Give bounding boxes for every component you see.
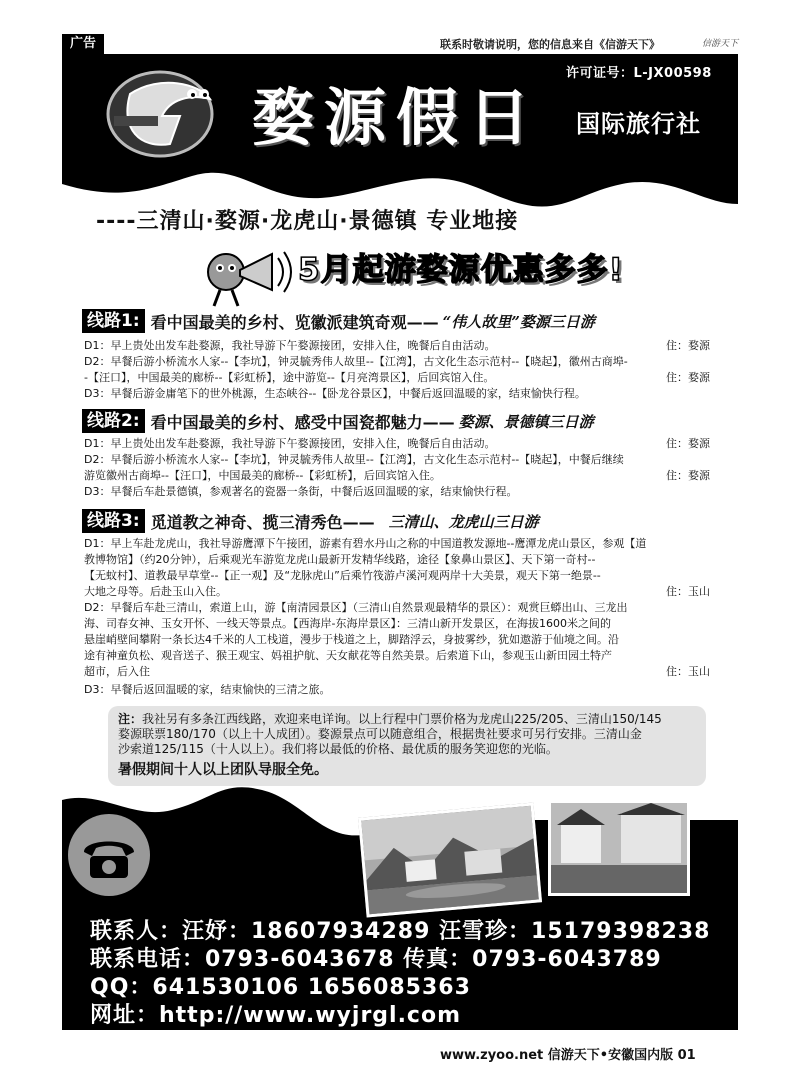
route-3-header [82, 508, 539, 534]
itinerary-text: 【无蚊村】、道教最早草堂--【正一观】及“龙脉虎山”后乘竹筏游卢溪河观两岸十大美景，观天下第一绝景-- [84, 569, 601, 582]
village-photo [548, 800, 690, 896]
itinerary-line [84, 370, 710, 386]
license-number: 许可证号：L-JX00598 [566, 66, 712, 81]
note-text: 我社另有多条江西线路，欢迎来电详询。以上行程中门票价格为龙虎山225/205、三清山150/145 [142, 712, 662, 726]
lodging: 住：婺源 [666, 469, 710, 482]
itinerary-text: D2：早餐后车赴三清山，索道上山，游【南清园景区】（三清山自然景观最精华的景区）：观赏巨蟒出山、三龙出 [84, 601, 628, 614]
itinerary-text: D2：早餐后游小桥流水人家--【李坑】，钟灵毓秀伟人故里--【江湾】，古文化生态示范村--【晓起】，徽州古商埠- [84, 355, 628, 368]
lodging: 住：婺源 [666, 339, 710, 352]
note-label: 注： [118, 712, 143, 726]
village-photo [358, 803, 542, 918]
itinerary-text: -【汪口】，中国最美的廊桥--【彩虹桥】，途中游览--【月亮湾景区】，后回宾馆入住。 [84, 371, 495, 384]
lodging: 住：玉山 [666, 585, 710, 598]
itinerary-text: 超市，后入住 [84, 665, 150, 678]
slogan: ----三清山·婺源·龙虎山·景德镇 专业地接 [96, 209, 519, 234]
itinerary-line [84, 536, 710, 552]
itinerary-text: D2：早餐后游小桥流水人家--【李坑】，钟灵毓秀伟人故里--【江湾】，古文化生态示范村--【晓起】，中餐后继续 [84, 453, 624, 466]
note-highlight: 暑假期间十人以上团队导服全免。 [118, 762, 328, 778]
itinerary-line [84, 354, 710, 370]
itinerary-line [84, 682, 710, 698]
ad-tag: 广告 [62, 34, 104, 54]
itinerary-line [84, 484, 710, 500]
village-scene [361, 805, 542, 917]
itinerary-text: D3：早餐后车赴景德镇，参观著名的瓷器一条街，中餐后返回温暖的家，结束愉快行程。 [84, 485, 518, 498]
itinerary-text: D1：早上车赴龙虎山，我社导游鹰潭下午接团，游素有碧水丹山之称的中国道教发源地--鹰潭龙虎山景区，参观【道 [84, 537, 647, 550]
contact-persons: 联系人：汪妤：18607934289 汪雪珍：15179398238 [90, 919, 711, 944]
note-line: 婺源联票180/170（以上十人成团）。婺源景点可以随意组合，根据贵社要求可另行安排。三清山金 [118, 727, 642, 741]
route-1-header [82, 308, 595, 334]
itinerary-line [84, 338, 710, 354]
route-title: 看中国最美的乡村、感受中国瓷都魅力—— [150, 412, 455, 432]
promo-headline: 5月起游婺源优惠多多! [298, 252, 624, 288]
telephone-icon [66, 812, 152, 898]
itinerary-text: 教博物馆】（约20分钟），后乘观光车游览龙虎山最新开发精华线路，途径【象鼻山景区】、天下第一奇村-- [84, 553, 596, 566]
itinerary-line [84, 664, 710, 680]
route-subtitle: 婺源、景德镇三日游 [458, 412, 594, 431]
lodging: 住：婺源 [666, 371, 710, 384]
contact-website[interactable]: 网址：http://www.wyjrgl.com [90, 1003, 462, 1028]
route-subtitle: 三清山、龙虎山三日游 [388, 512, 539, 531]
itinerary-line [84, 386, 710, 402]
itinerary-line [84, 616, 710, 632]
itinerary-line [84, 436, 710, 452]
itinerary-line [84, 552, 710, 568]
route-tag: 线路1: [82, 309, 145, 333]
route-title: 看中国最美的乡村、览徽派建筑奇观—— [150, 312, 439, 332]
route-tag: 线路3: [82, 509, 145, 533]
agency-name: 婺源假日 [252, 81, 541, 154]
itinerary-line [84, 452, 710, 468]
note-box [108, 706, 706, 786]
route-subtitle: “伟人故里”婺源三日游 [442, 312, 595, 331]
itinerary-text: D1：早上贵处出发车赴婺源，我社导游下午婺源接团，安排入住，晚餐后自由活动。 [84, 339, 496, 352]
itinerary-line [84, 568, 710, 584]
lodging: 住：婺源 [666, 437, 710, 450]
contact-phone-fax: 联系电话：0793-6043678 传真：0793-6043789 [90, 947, 662, 972]
route-2-header [82, 408, 594, 434]
lodging: 住：玉山 [666, 665, 710, 678]
itinerary-text: 途有神童负松、观音送子、猴王观宝、妈祖护航、天女献花等自然美景。后索道下山，参观玉山新田园土特产 [84, 649, 612, 662]
route-title: 觅道教之神奇、揽三清秀色—— [150, 512, 375, 532]
contact-qq: QQ：641530106 1656085363 [90, 975, 471, 1000]
note-line: 沙索道125/115（十人以上）。我们将以最低的价格、最优质的服务笑迎您的光临。 [118, 742, 558, 756]
itinerary-text: 游览徽州古商埠--【汪口】，中国最美的廊桥--【彩虹桥】，后回宾馆入住。 [84, 469, 441, 482]
itinerary-line [84, 468, 710, 484]
itinerary-text: 大地之母等。后赴玉山入住。 [84, 585, 227, 598]
source-note: 联系时敬请说明，您的信息来自《信游天下》 [440, 38, 660, 51]
itinerary-line [84, 600, 710, 616]
itinerary-text: D3：早餐后游金庸笔下的世外桃源，生态峡谷--【卧龙谷景区】，中餐后返回温暖的家，结束愉快行程。 [84, 387, 586, 400]
itinerary-text: D3：早餐后返回温暖的家，结束愉快的三清之旅。 [84, 683, 331, 696]
itinerary-line [84, 584, 710, 600]
itinerary-text: D1：早上贵处出发车赴婺源，我社导游下午婺源接团，安排入住，晚餐后自由活动。 [84, 437, 496, 450]
itinerary-text: 海、司春女神、玉女开怀、一线天等景点。【西海岸-东海岸景区】：三清山新开发景区，在海拔1600米之间的 [84, 617, 611, 630]
itinerary-line [84, 632, 710, 648]
itinerary-text: 悬崖峭壁间攀附一条长达4千米的人工栈道，漫步于栈道之上，脚踏浮云，身披雾纱，犹如遨游于仙境之间。沿 [84, 633, 619, 646]
village-scene [551, 803, 690, 896]
route-tag: 线路2: [82, 409, 145, 433]
megaphone-mascot-icon [196, 232, 306, 312]
magazine-logo: 信游天下 [702, 39, 739, 49]
agency-logo [100, 64, 230, 164]
agency-type: 国际旅行社 [576, 110, 701, 138]
page-footer: www.zyoo.net 信游天下•安徽国内版 01 [440, 1048, 696, 1063]
itinerary-line [84, 648, 710, 664]
note-line [118, 712, 698, 727]
